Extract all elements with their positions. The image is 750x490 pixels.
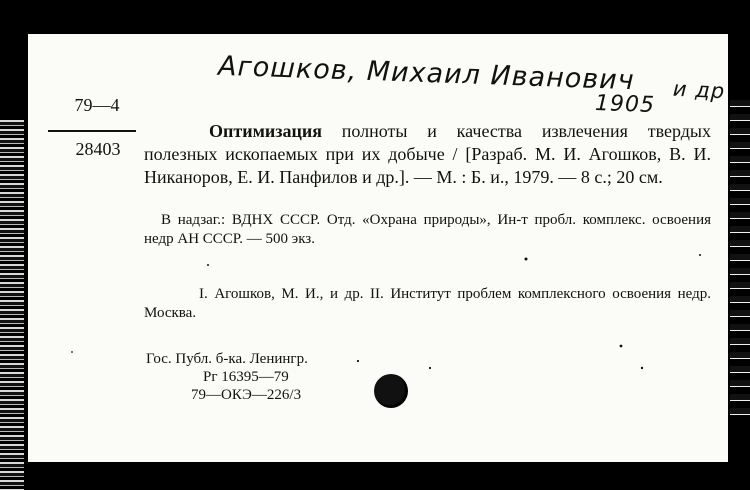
bibliographic-title: Оптимизация (209, 121, 322, 141)
bibliographic-entry (144, 120, 711, 189)
bibliographic-entry-paragraph (144, 120, 711, 189)
call-number: 79—4 (74, 95, 120, 115)
library-imprint (146, 350, 308, 404)
publication-notes (144, 211, 711, 249)
library-imprint-line-2: Рг 16395—79 (203, 369, 289, 385)
publication-notes-text: В надзаг.: ВДНХ СССР. Отд. «Охрана природы», Ин-т пробл. комплекс. освоения недр АН СССР. — 500 экз. (144, 212, 711, 247)
handwritten-year: 1905 (594, 90, 656, 119)
catalog-tracings-text: I. Агошков, М. И., и др. II. Институт проблем комплексного освоения недр. Москва. (144, 286, 711, 321)
handwritten-note: и др (672, 76, 726, 104)
call-number-divider (48, 130, 136, 132)
library-imprint-line-1: Гос. Публ. б-ка. Ленингр. (146, 351, 308, 367)
accession-number: 28403 (75, 139, 121, 159)
library-imprint-line-3: 79—ОКЭ—226/3 (191, 387, 302, 403)
bibliographic-body: полноты и качества извлечения твердых полезных ископаемых при их добыче / [Разраб. М. И. Агошков, В. И. Никаноров, Е. И. Панфилов и др.]. — М. : Б. и., 1979. — 8 с.; 20 см. (144, 121, 711, 187)
handwritten-author-name: Агошков, Михаил Иванович (217, 50, 636, 97)
circular-stamp-mark (374, 374, 408, 408)
left-edge-scan-artifact (0, 120, 24, 490)
library-catalog-card (28, 34, 728, 462)
catalog-tracings (144, 285, 711, 323)
right-edge-scan-artifact (730, 100, 750, 420)
